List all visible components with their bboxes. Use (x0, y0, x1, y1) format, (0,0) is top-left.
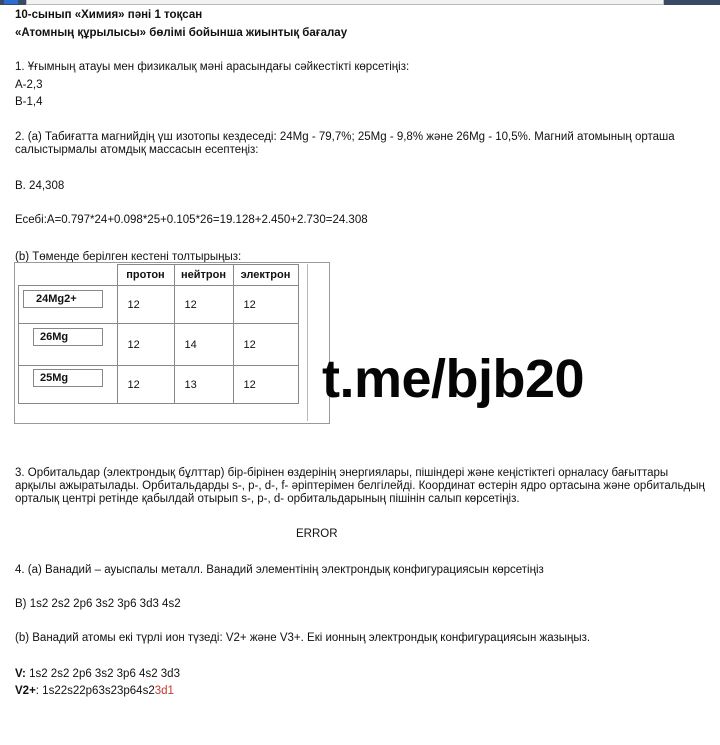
table-corner (19, 265, 118, 286)
v-label: V: (15, 668, 26, 680)
table-row (19, 366, 299, 404)
row-label-cell (19, 366, 118, 404)
q2-prompt: 2. (a) Табиғатта магнийдің үш изотопы кездеседі: 24Mg - 79,7%; 25Mg - 9,8% және 26Mg - 10,5%. Магний атомының орташа салыстырмалы атомдық массасын есептеңіз: (15, 131, 675, 156)
cell-proton: 12 (117, 324, 174, 366)
cell-electron: 12 (233, 324, 298, 366)
isotope-label: 26Mg (33, 328, 103, 346)
isotope-label: 24Mg2+ (23, 290, 103, 308)
header-line-1: 10-сынып «Химия» пәні 1 тоқсан (15, 9, 203, 21)
table-row (19, 286, 299, 324)
header-neutron: нейтрон (174, 265, 233, 286)
q3-prompt: 3. Орбитальдар (электрондық бұлттар) бір-бірінен өздерінің энергиялары, пішіндері және кеңістіктегі орналасу бағыттары арқылы ажыратылады. Орбитальдарды s-, p-, d-, f- әріптерімен белгілейді. Координат өстерін ядро ортасына және орбитальдың орталық центрі ретінде қабылдай отырып s-, p-, d- орбитальдарының пішінін салып көрсетіңіз. (15, 467, 705, 505)
q2b-prompt: (b) Төменде берілген кестені толтырыңыз: (15, 251, 242, 263)
row-label-cell (19, 324, 118, 366)
watermark-text: t.me/bjb20 (322, 349, 585, 409)
cell-neutron: 12 (174, 286, 233, 324)
row-label-cell (19, 286, 118, 324)
q3-error-text: ERROR (296, 528, 338, 540)
q1-answer-b: В-1,4 (15, 96, 43, 108)
v2-config: : 1s22s22p63s23p64s2 (35, 685, 155, 697)
particles-table (18, 264, 299, 404)
cell-neutron: 13 (174, 366, 233, 404)
table-row (19, 324, 299, 366)
table-frame-inner-line (307, 264, 308, 421)
cell-neutron: 14 (174, 324, 233, 366)
q2-answer: В. 24,308 (15, 180, 65, 192)
header-proton: протон (117, 265, 174, 286)
q1-prompt: 1. Ұғымның атауы мен физикалық мәні арасындағы сәйкестікті көрсетіңіз: (15, 61, 410, 73)
v-config-line (15, 668, 180, 680)
cell-electron: 12 (233, 286, 298, 324)
cell-proton: 12 (117, 286, 174, 324)
v-config: 1s2 2s2 2p6 3s2 3p6 4s2 3d3 (25, 668, 180, 680)
q4-answer: В) 1s2 2s2 2p6 3s2 3p6 3d3 4s2 (15, 598, 181, 610)
header-line-2: «Атомның құрылысы» бөлімі бойынша жиынтық бағалау (15, 27, 348, 39)
isotope-label: 25Mg (33, 369, 103, 387)
q4-prompt: 4. (a) Ванадий – ауыспалы металл. Ванадий элементінің электрондық конфигурациясын көрсетіңіз (15, 564, 544, 576)
browser-top-bar (0, 0, 720, 5)
v2-config-tail: 3d1 (154, 685, 174, 697)
v2-config-line (15, 685, 174, 697)
header-electron: электрон (233, 265, 298, 286)
cell-electron: 12 (233, 366, 298, 404)
q4b-prompt: (b) Ванадий атомы екі түрлі ион түзеді: V2+ және V3+. Екі ионның электрондық конфигурациясын жазыңыз. (15, 632, 591, 644)
q1-answer-a: А-2,3 (15, 79, 43, 91)
q2-calculation: Есебі:А=0.797*24+0.098*25+0.105*26=19.128+2.450+2.730=24.308 (15, 214, 368, 226)
app-logo-icon (4, 0, 18, 4)
address-bar-edge[interactable] (26, 0, 664, 5)
cell-proton: 12 (117, 366, 174, 404)
table-header-row (19, 265, 299, 286)
v2-label: V2+ (15, 685, 36, 697)
